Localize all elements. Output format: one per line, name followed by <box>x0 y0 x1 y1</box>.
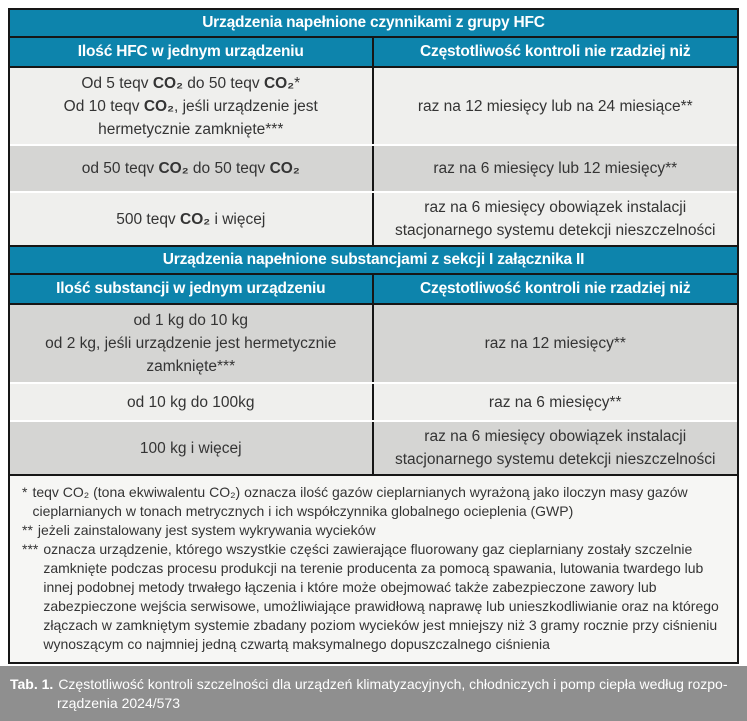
hfc-row2-frequency-cell: raz na 6 miesięcy lub 12 miesięcy** <box>374 146 738 191</box>
annex-frequency-column-header: Częstotliwość kontroli nie rzadziej niż <box>374 275 738 303</box>
annex-row1-quantity-cell: od 1 kg do 10 kg od 2 kg, jeśli urządzenie jest hermetycznie zamknięte*** <box>10 305 374 382</box>
hfc-quantity-column-header: Ilość HFC w jednym urządzeniu <box>10 38 374 66</box>
hfc-row1-frequency-cell: raz na 12 miesięcy lub na 24 miesiące** <box>374 68 738 144</box>
hfc-row2-quantity-cell: od 50 teqv CO₂ do 50 teqv CO₂ <box>10 146 374 191</box>
caption-line-1 <box>10 675 733 694</box>
hfc-row1-quantity-cell: Od 5 teqv CO₂ do 50 teqv CO₂* Od 10 teqv CO₂, jeśli urządzenie jest hermetycznie zamknięte*** <box>10 68 374 144</box>
table-row <box>10 420 737 474</box>
annex-row1-frequency-cell: raz na 12 miesięcy** <box>374 305 738 382</box>
footnote-marker: *** <box>22 541 39 557</box>
table-row <box>10 144 737 191</box>
annex-quantity-column-header: Ilość substancji w jednym urządzeniu <box>10 275 374 303</box>
footnote-single-asterisk <box>22 483 727 521</box>
table-row <box>10 305 737 382</box>
footnote-marker: ** <box>22 522 33 538</box>
table-row <box>10 68 737 144</box>
regulation-table <box>8 8 739 664</box>
caption-label: Tab. 1. <box>10 676 54 692</box>
footnote-text: oznacza urządzenie, którego wszystkie części zawierające fluorowany gaz cieplarniany zostały szczelnie zamknięte podczas procesu produkcji na terenie producenta za pomocą spawania, lutowania twardego lub innej podobnej metody trwałego łączenia i które może obejmować także zabezpieczone zawory lub zabezpieczone wejścia serwisowe, umożliwiające prawidłową naprawę lub unieszkodliwianie oraz na którego złączach w zamkniętym systemie zbadany poziom wycieków jest mniejszy niż 3 gramy rocznie przy ciśnieniu wynoszącym co najmniej jedną czwartą maksymalnego dopuszczalnego ciśnienia <box>43 541 719 652</box>
annex-row3-frequency-cell: raz na 6 miesięcy obowiązek instalacji stacjonarnego systemu detekcji nieszczelności <box>374 422 738 474</box>
table-caption <box>0 666 747 721</box>
hfc-column-headers <box>10 38 737 68</box>
table-row <box>10 382 737 420</box>
footnotes-block <box>10 474 737 662</box>
annex-column-headers <box>10 275 737 305</box>
hfc-frequency-column-header: Częstotliwość kontroli nie rzadziej niż <box>374 38 738 66</box>
hfc-row3-frequency-cell: raz na 6 miesięcy obowiązek instalacji stacjonarnego systemu detekcji nieszczelności <box>374 193 738 245</box>
section-annex-title: Urządzenia napełnione substancjami z sekcji I załącznika II <box>10 245 737 275</box>
annex-row3-quantity-cell: 100 kg i więcej <box>10 422 374 474</box>
caption-line-2: rządzenia 2024/573 <box>57 695 180 711</box>
footnote-triple-asterisk <box>22 540 727 654</box>
footnote-double-asterisk <box>22 521 727 540</box>
hfc-row3-quantity-cell: 500 teqv CO₂ i więcej <box>10 193 374 245</box>
footnote-marker: * <box>22 484 28 500</box>
section-hfc-title: Urządzenia napełnione czynnikami z grupy HFC <box>10 10 737 38</box>
footnote-text: jeżeli zainstalowany jest system wykrywania wycieków <box>37 522 376 538</box>
table-row <box>10 191 737 245</box>
annex-row2-quantity-cell: od 10 kg do 100kg <box>10 384 374 420</box>
annex-row2-frequency-cell: raz na 6 miesięcy** <box>374 384 738 420</box>
caption-text: Częstotliwość kontroli szczelności dla urządzeń klimatyzacyjnych, chłodniczych i pomp ciepła według rozpo- <box>58 676 728 692</box>
footnote-text: teqv CO₂ (tona ekwiwalentu CO₂) oznacza ilość gazów cieplarnianych wyrażoną jako iloczyn masy gazów cieplarnianych w tonach metrycznych i ich współczynnika globalnego ocieplenia (GWP) <box>32 484 688 519</box>
